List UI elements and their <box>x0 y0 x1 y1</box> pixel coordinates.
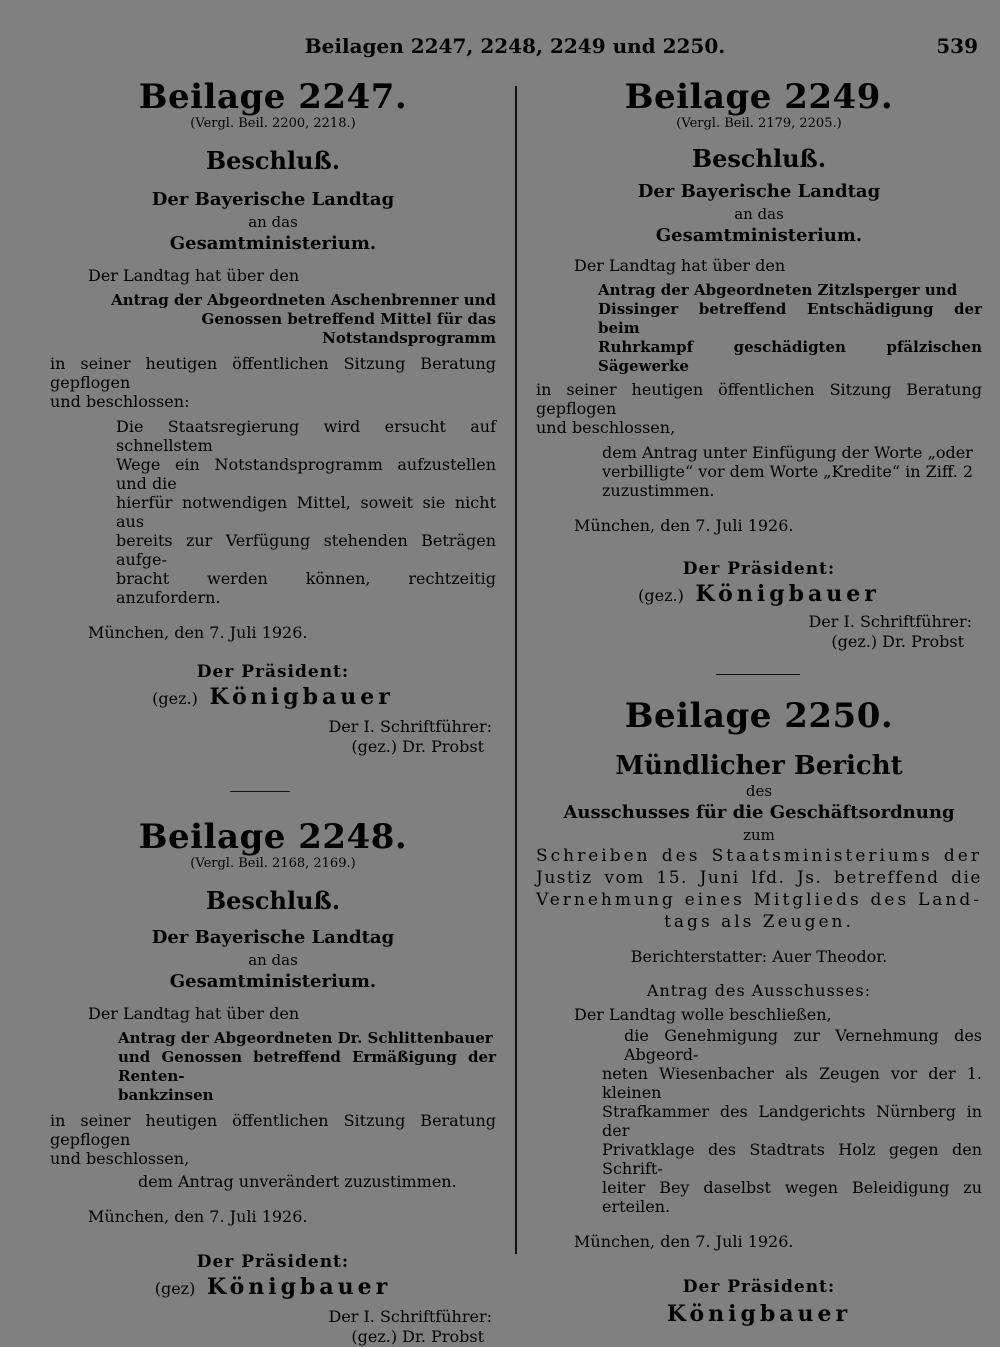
beilage-title: Beilage 2249. <box>624 77 894 117</box>
schriftfuehrer-label: Der I. Schriftführer: <box>328 1307 492 1326</box>
antrag-line-2: Genossen betreffend Mittel für das Notstandsprogramm <box>201 310 496 347</box>
resolution-line-3: Strafkammer des Landgerichts Nürnberg in der <box>602 1102 982 1140</box>
beilage-title: Beilage 2247. <box>138 77 408 117</box>
antrag-line-3: Ruhrkampf geschädigten pfälzischen Sägewerke <box>598 338 982 375</box>
resolution-line-1: die Genehmigung zur Vernehmung des Abgeord- <box>624 1026 982 1064</box>
beratung-line-2: und beschlossen, <box>50 1149 190 1168</box>
resolution-line-4: Privatklage des Stadtrats Holz gegen den Schrift- <box>602 1140 982 1178</box>
beilage-2249 <box>536 78 982 652</box>
berichterstatter: Berichterstatter: Auer Theodor. <box>630 947 888 966</box>
recipient: Gesamtministerium. <box>169 971 377 992</box>
zum: zum <box>743 826 775 844</box>
beschluss-heading: Beschluß. <box>205 886 341 915</box>
beratung-line-1: in seiner heutigen öffentlichen Sitzung Beratung gepflogen <box>50 1111 496 1149</box>
resolution-line-2: verbilligte“ vor dem Worte „Kredite“ in Ziff. 2 <box>602 462 974 481</box>
beratung-line-1: in seiner heutigen öffentlichen Sitzung Beratung gepflogen <box>50 354 496 392</box>
right-column <box>536 78 982 1328</box>
date: München, den 7. Juli 1926. <box>574 1232 794 1251</box>
page-number: 539 <box>936 34 978 58</box>
intro: Der Landtag hat über den <box>88 266 300 285</box>
beilage-2248 <box>50 818 496 1347</box>
subject-line-1: Schreiben des Staatsministeriums der <box>536 846 982 866</box>
resolution-line-3: zuzustimmen. <box>602 481 715 500</box>
intro: Der Landtag hat über den <box>574 256 786 275</box>
intro: Der Landtag hat über den <box>88 1004 300 1023</box>
subject-line-2: Justiz vom 15. Juni lfd. Js. betreffend die <box>536 868 982 888</box>
des: des <box>745 782 773 800</box>
section-separator <box>230 791 290 792</box>
schriftfuehrer-label: Der I. Schriftführer: <box>328 717 492 736</box>
schriftfuehrer-signature: (gez.) Dr. Probst <box>831 632 964 651</box>
resolution-line-2: Wege ein Notstandsprogramm aufzustellen und die <box>116 455 496 493</box>
signer-name: Königbauer <box>666 1301 852 1327</box>
beilage-2250 <box>536 697 982 1328</box>
resolution-line-5: bracht werden können, rechtzeitig anzufordern. <box>116 569 496 607</box>
sender: Der Bayerische Landtag <box>637 181 881 202</box>
resolution-line-5: leiter Bey daselbst wegen Beleidigung zu erteilen. <box>602 1178 982 1216</box>
signer-name: Königbauer <box>209 684 394 710</box>
resolution-line-1: Die Staatsregierung wird ersucht auf schnellstem <box>116 417 496 455</box>
subject-line-3: Vernehmung eines Mitglieds des Land- <box>536 890 982 910</box>
beratung-line-2: und beschlossen, <box>536 418 676 437</box>
beschluss-heading: Beschluß. <box>691 144 827 173</box>
gez: (gez.) <box>638 586 684 605</box>
beilage-2247 <box>50 78 496 757</box>
signer-name: Königbauer <box>207 1274 392 1300</box>
praesident-label: Der Präsident: <box>196 662 350 682</box>
resolution-line-4: bereits zur Verfügung stehenden Beträgen aufge- <box>116 531 496 569</box>
ausschuss: Ausschusses für die Geschäftsordnung <box>563 802 955 823</box>
date: München, den 7. Juli 1926. <box>88 1207 308 1226</box>
running-header <box>0 34 1000 64</box>
antrag-heading: Antrag des Ausschusses: <box>646 981 872 1000</box>
antrag-line-1: Antrag der Abgeordneten Dr. Schlittenbauer <box>118 1029 493 1047</box>
an-das: an das <box>248 213 298 231</box>
reference: (Vergl. Beil. 2200, 2218.) <box>190 116 356 131</box>
reference: (Vergl. Beil. 2168, 2169.) <box>190 856 356 871</box>
sender: Der Bayerische Landtag <box>151 927 395 948</box>
gez: (gez) <box>154 1279 196 1298</box>
praesident-signature <box>50 683 496 713</box>
subject-line-4: tags als Zeugen. <box>664 912 854 932</box>
antrag-line-1: Antrag der Abgeordneten Zitzlsperger und <box>598 281 958 299</box>
schriftfuehrer-signature: (gez.) Dr. Probst <box>351 737 484 756</box>
antrag-line-2: Dissinger betreffend Entschädigung der beim <box>598 300 982 337</box>
recipient: Gesamtministerium. <box>169 233 377 254</box>
praesident-label: Der Präsident: <box>196 1252 350 1272</box>
praesident-label: Der Präsident: <box>682 559 836 579</box>
schriftfuehrer-signature: (gez.) Dr. Probst <box>351 1327 484 1346</box>
gez: (gez.) <box>152 689 198 708</box>
resolution-line-1: dem Antrag unverändert zuzustimmen. <box>138 1172 457 1191</box>
praesident-label: Der Präsident: <box>682 1277 836 1297</box>
date: München, den 7. Juli 1926. <box>574 516 794 535</box>
sender: Der Bayerische Landtag <box>151 189 395 210</box>
antrag-line-1: Antrag der Abgeordneten Aschenbrenner und <box>111 291 496 309</box>
resolution-line-2: neten Wiesenbacher als Zeugen vor der 1. kleinen <box>602 1064 982 1102</box>
beilage-title: Beilage 2250. <box>624 696 894 736</box>
antrag-line-3: bankzinsen <box>118 1086 214 1104</box>
date: München, den 7. Juli 1926. <box>88 623 308 642</box>
beratung-line-1: in seiner heutigen öffentlichen Sitzung Beratung gepflogen <box>536 380 982 418</box>
praesident-signature <box>50 1273 496 1303</box>
an-das: an das <box>248 951 298 969</box>
bericht-heading: Mündlicher Bericht <box>615 751 903 781</box>
section-separator <box>716 674 800 675</box>
beilage-title: Beilage 2248. <box>138 817 408 857</box>
recipient: Gesamtministerium. <box>655 225 863 246</box>
wolle-beschliessen: Der Landtag wolle beschließen, <box>574 1005 832 1024</box>
praesident-signature <box>536 580 982 610</box>
beratung-line-2: und beschlossen: <box>50 392 190 411</box>
left-column <box>50 78 496 1347</box>
beschluss-heading: Beschluß. <box>205 146 341 175</box>
reference: (Vergl. Beil. 2179, 2205.) <box>676 116 842 131</box>
resolution-line-1: dem Antrag unter Einfügung der Worte „oder <box>602 443 973 462</box>
antrag-line-2: und Genossen betreffend Ermäßigung der Renten- <box>118 1048 496 1085</box>
column-divider <box>515 86 517 1254</box>
an-das: an das <box>734 205 784 223</box>
signer-name: Königbauer <box>695 581 880 607</box>
resolution-line-3: hierfür notwendigen Mittel, soweit sie nicht aus <box>116 493 496 531</box>
running-title: Beilagen 2247, 2248, 2249 und 2250. <box>304 34 726 58</box>
schriftfuehrer-label: Der I. Schriftführer: <box>808 612 972 631</box>
